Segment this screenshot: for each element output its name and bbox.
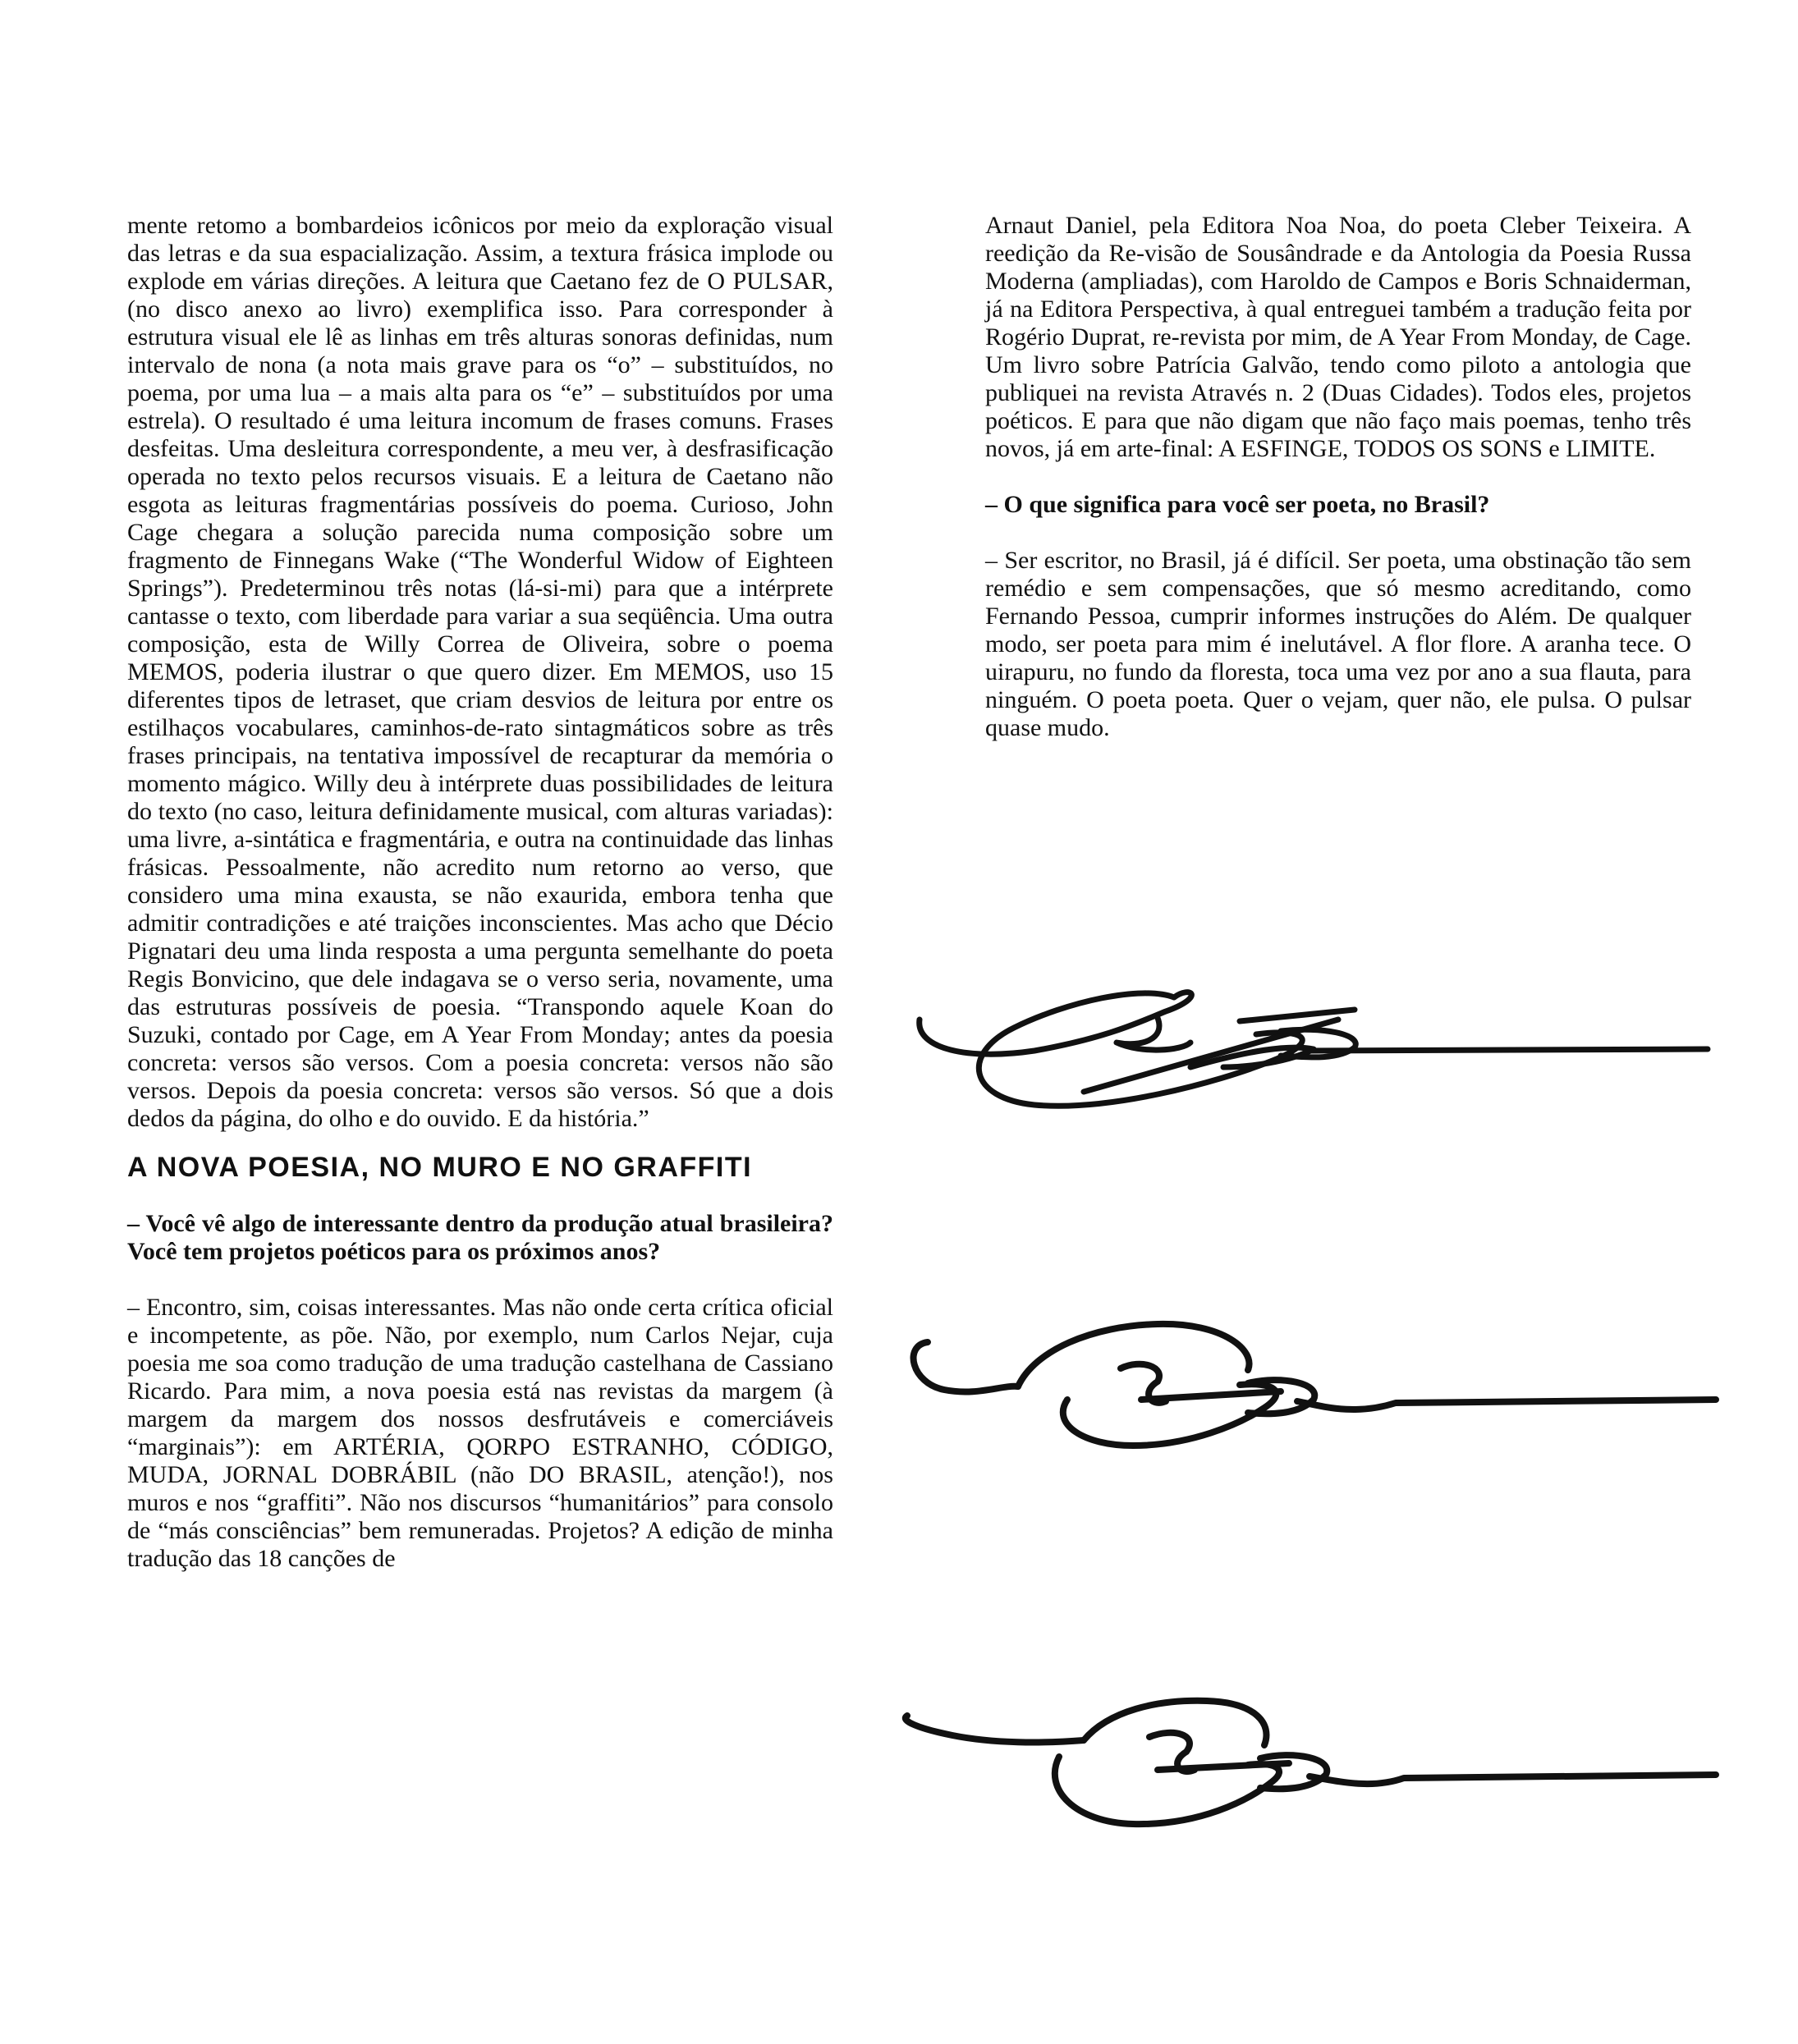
section-heading: A NOVA POESIA, NO MURO E NO GRAFFITI: [127, 1152, 753, 1183]
scribble-graphic-3: [895, 1666, 1724, 1855]
left-paragraph-1: mente retomo a bombardeios icônicos por meio da exploração visual das letras e da sua espacialização. Assim, a textura frásica implode ou explode em várias direções. A leitura que Caetano fez de O PULSAR, (no disco anexo ao livro) exemplifica isso. Para corresponder à estrutura visual ele lê as linhas em três alturas sonoras definidas, num intervalo de nona (a nota mais grave para os “o” – substituídos, no poema, por uma lua – a mais alta para os “e” – substituídos por uma estrela). O resultado é uma leitura incomum de frases comuns. Frases desfeitas. Uma desleitura correspondente, a meu ver, à desfrasificação operada no texto pelos recursos visuais. E a leitura de Caetano não esgota as leituras fragmentárias possíveis do poema. Curioso, John Cage chegara a solução parecida numa composição sobre um fragmento de Finnegans Wake (“The Wonderful Widow of Eighteen Springs”). Predeterminou três notas (lá-si-mi) para que a intérprete cantasse o texto, com liberdade para variar a sua seqüência. Uma outra composição, esta de Willy Correa de Oliveira, sobre o poema MEMOS, poderia ilustrar o que quero dizer. Em MEMOS, uso 15 diferentes tipos de letraset, que criam desvios de leitura por entre os estilhaços vocabulares, caminhos-de-rato sintagmáticos sobre as três frases principais, na tentativa impossível de recapturar da memória o momento mágico. Willy deu à intérprete duas possibilidades de leitura do texto (no caso, leitura definidamente musical, com alturas variadas): uma livre, a-sintática e fragmentária, e outra na continuidade das linhas frásicas. Pessoalmente, não acredito num retorno ao verso, que considero uma mina exausta, se não exaurida, embora tenha que admitir contradições e até traições inconscientes. Mas acho que Décio Pignatari deu uma linda resposta a uma pergunta semelhante do poeta Regis Bonvicino, que dele indagava se o verso seria, novamente, uma das estruturas possíveis de poesia. “Transpondo aquele Koan do Suzuki, contado por Cage, em A Year From Monday; antes da poesia concreta: versos são versos. Com a poesia concreta: versos não são versos. Depois da poesia concreta: versos são versos. Só que a dois dedos da página, do olho e do ouvido. E da história.”: [127, 212, 833, 1132]
scribble-graphic-1: [895, 952, 1724, 1141]
interview-answer-1: – Encontro, sim, coisas interessantes. Mas não onde certa crítica oficial e incompetente, as põe. Não, por exemplo, num Carlos Nejar, cuja poesia me soa como tradução de uma tradução castelhana de Cassiano Ricardo. Para mim, a nova poesia está nas revistas da margem (à margem da margem dos nossos desfrutáveis e comerciáveis “marginais”): em ARTÉRIA, QORPO ESTRANHO, CÓDIGO, MUDA, JORNAL DOBRÁBIL (não DO BRASIL, atenção!), nos muros e nos “graffiti”. Não nos discursos “humanitários” para consolo de “más consciências” bem remuneradas. Projetos? A edição de minha tradução das 18 canções de: [127, 1294, 833, 1572]
scribble-graphic-2: [895, 1293, 1724, 1482]
interview-question-1: – Você vê algo de interessante dentro da produção atual brasileira? Você tem projetos poéticos para os próximos anos?: [127, 1210, 833, 1265]
interview-question-2: – O que significa para você ser poeta, no Brasil?: [985, 491, 1490, 518]
right-column: [985, 212, 1691, 742]
left-column: [127, 212, 833, 1573]
right-paragraph-1: Arnaut Daniel, pela Editora Noa Noa, do poeta Cleber Teixeira. A reedição da Re-visão de Sousândrade e da Antologia da Poesia Russa Moderna (ampliadas), com Haroldo de Campos e Boris Schnaiderman, já na Editora Perspectiva, à qual entreguei também a tradução feita por Rogério Duprat, re-revista por mim, de A Year From Monday, de Cage. Um livro sobre Patrícia Galvão, tendo como piloto a antologia que publiquei na revista Através n. 2 (Duas Cidades). Todos eles, projetos poéticos. E para que não digam que não faço mais poemas, tenho três novos, já em arte-final: A ESFINGE, TODOS OS SONS e LIMITE.: [985, 212, 1691, 462]
interview-answer-2: – Ser escritor, no Brasil, já é difícil. Ser poeta, uma obstinação tão sem remédio e sem compensações, que só mesmo acreditando, como Fernando Pessoa, cumprir informes instruções do Além. De qualquer modo, ser poeta para mim é inelutável. A flor flore. A aranha tece. O uirapuru, no fundo da floresta, toca uma vez por ano a sua flauta, para ninguém. O poeta poeta. Quer o vejam, quer não, ele pulsa. O pulsar quase mudo.: [985, 547, 1691, 741]
